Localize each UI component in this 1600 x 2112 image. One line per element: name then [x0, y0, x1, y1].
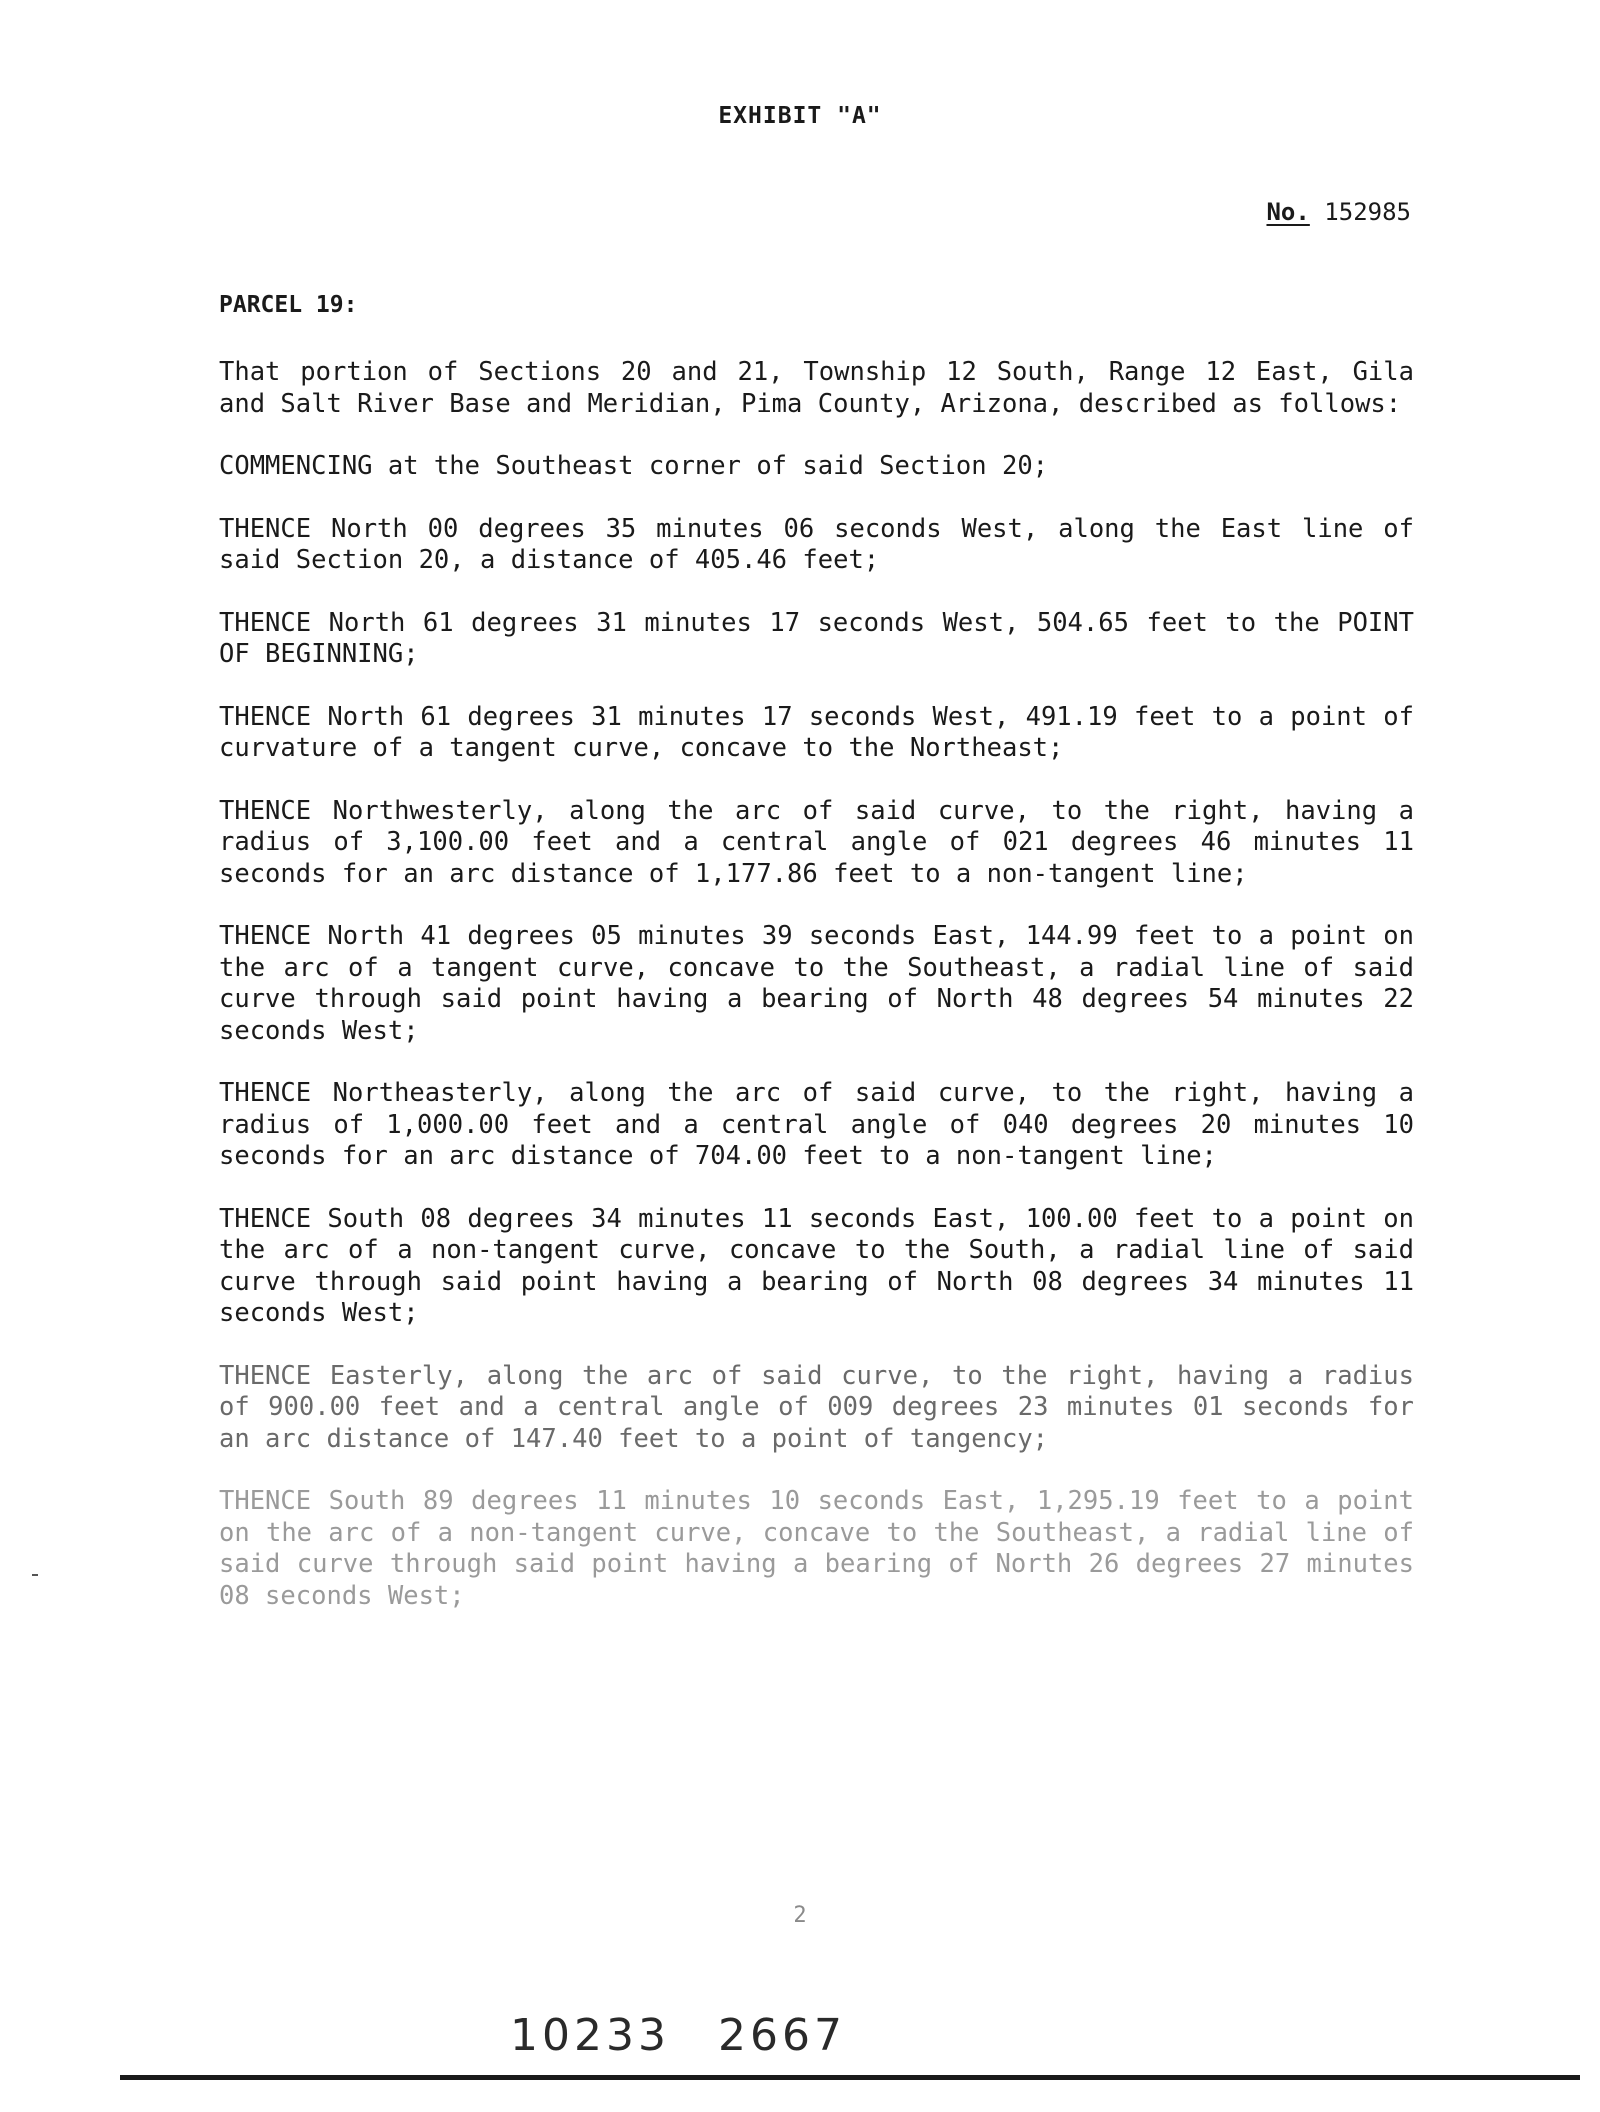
- scan-mark: [32, 1574, 38, 1576]
- paragraph-course-2: THENCE North 61 degrees 31 minutes 17 seconds West, 504.65 feet to the POINT OF BEGINNING;: [219, 607, 1414, 669]
- paragraph-course-7: THENCE South 08 degrees 34 minutes 11 seconds East, 100.00 feet to a point on the arc of a non-tangent curve, concave to the South, a radial line of said curve through said point having a bearing of North 08 degrees 34 minutes 11 seconds West;: [219, 1203, 1414, 1328]
- paragraph-course-9: THENCE South 89 degrees 11 minutes 10 seconds East, 1,295.19 feet to a point on the arc of a non-tangent curve, concave to the Southeast, a radial line of said curve through said point having a bearing of North 26 degrees 27 minutes 08 seconds West;: [219, 1486, 1414, 1611]
- paragraph-course-4: THENCE Northwesterly, along the arc of said curve, to the right, having a radius of 3,100.00 feet and a central angle of 021 degrees 46 minutes 11 seconds for an arc distance of 1,177.86 feet to a non-tangent line;: [219, 795, 1414, 889]
- paragraph-course-8: THENCE Easterly, along the arc of said curve, to the right, having a radius of 900.00 feet and a central angle of 009 degrees 23 minutes 01 seconds for an arc distance of 147.40 feet to a point of tangency;: [219, 1360, 1414, 1454]
- paragraph-course-5: THENCE North 41 degrees 05 minutes 39 seconds East, 144.99 feet to a point on the arc of a tangent curve, concave to the Southeast, a radial line of said curve through said point having a bearing of North 48 degrees 54 minutes 22 seconds West;: [219, 921, 1414, 1046]
- recording-stamp: [510, 2010, 846, 2061]
- legal-description: [219, 357, 1414, 1643]
- bottom-rule: [120, 2075, 1580, 2080]
- stamp-page-number: 2667: [717, 2010, 846, 2061]
- document-number-label: No.: [1266, 198, 1310, 226]
- page-number: 2: [793, 1903, 807, 1928]
- parcel-label: PARCEL 19:: [219, 292, 358, 318]
- paragraph-course-3: THENCE North 61 degrees 31 minutes 17 seconds West, 491.19 feet to a point of curvature of a tangent curve, concave to the Northeast;: [219, 701, 1414, 763]
- paragraph-intro: That portion of Sections 20 and 21, Township 12 South, Range 12 East, Gila and Salt River Base and Meridian, Pima County, Arizona, described as follows:: [219, 357, 1414, 419]
- paragraph-course-1: THENCE North 00 degrees 35 minutes 06 seconds West, along the East line of said Section 20, a distance of 405.46 feet;: [219, 513, 1414, 575]
- paragraph-commencing: COMMENCING at the Southeast corner of said Section 20;: [219, 451, 1049, 481]
- document-number: [1248, 198, 1411, 226]
- exhibit-title: EXHIBIT "A": [718, 103, 882, 129]
- paragraph-course-6: THENCE Northeasterly, along the arc of said curve, to the right, having a radius of 1,000.00 feet and a central angle of 040 degrees 20 minutes 10 seconds for an arc distance of 704.00 feet to a non-tangent line;: [219, 1078, 1414, 1171]
- stamp-book-number: 10233: [510, 2010, 670, 2061]
- document-number-value: 152985: [1324, 198, 1411, 226]
